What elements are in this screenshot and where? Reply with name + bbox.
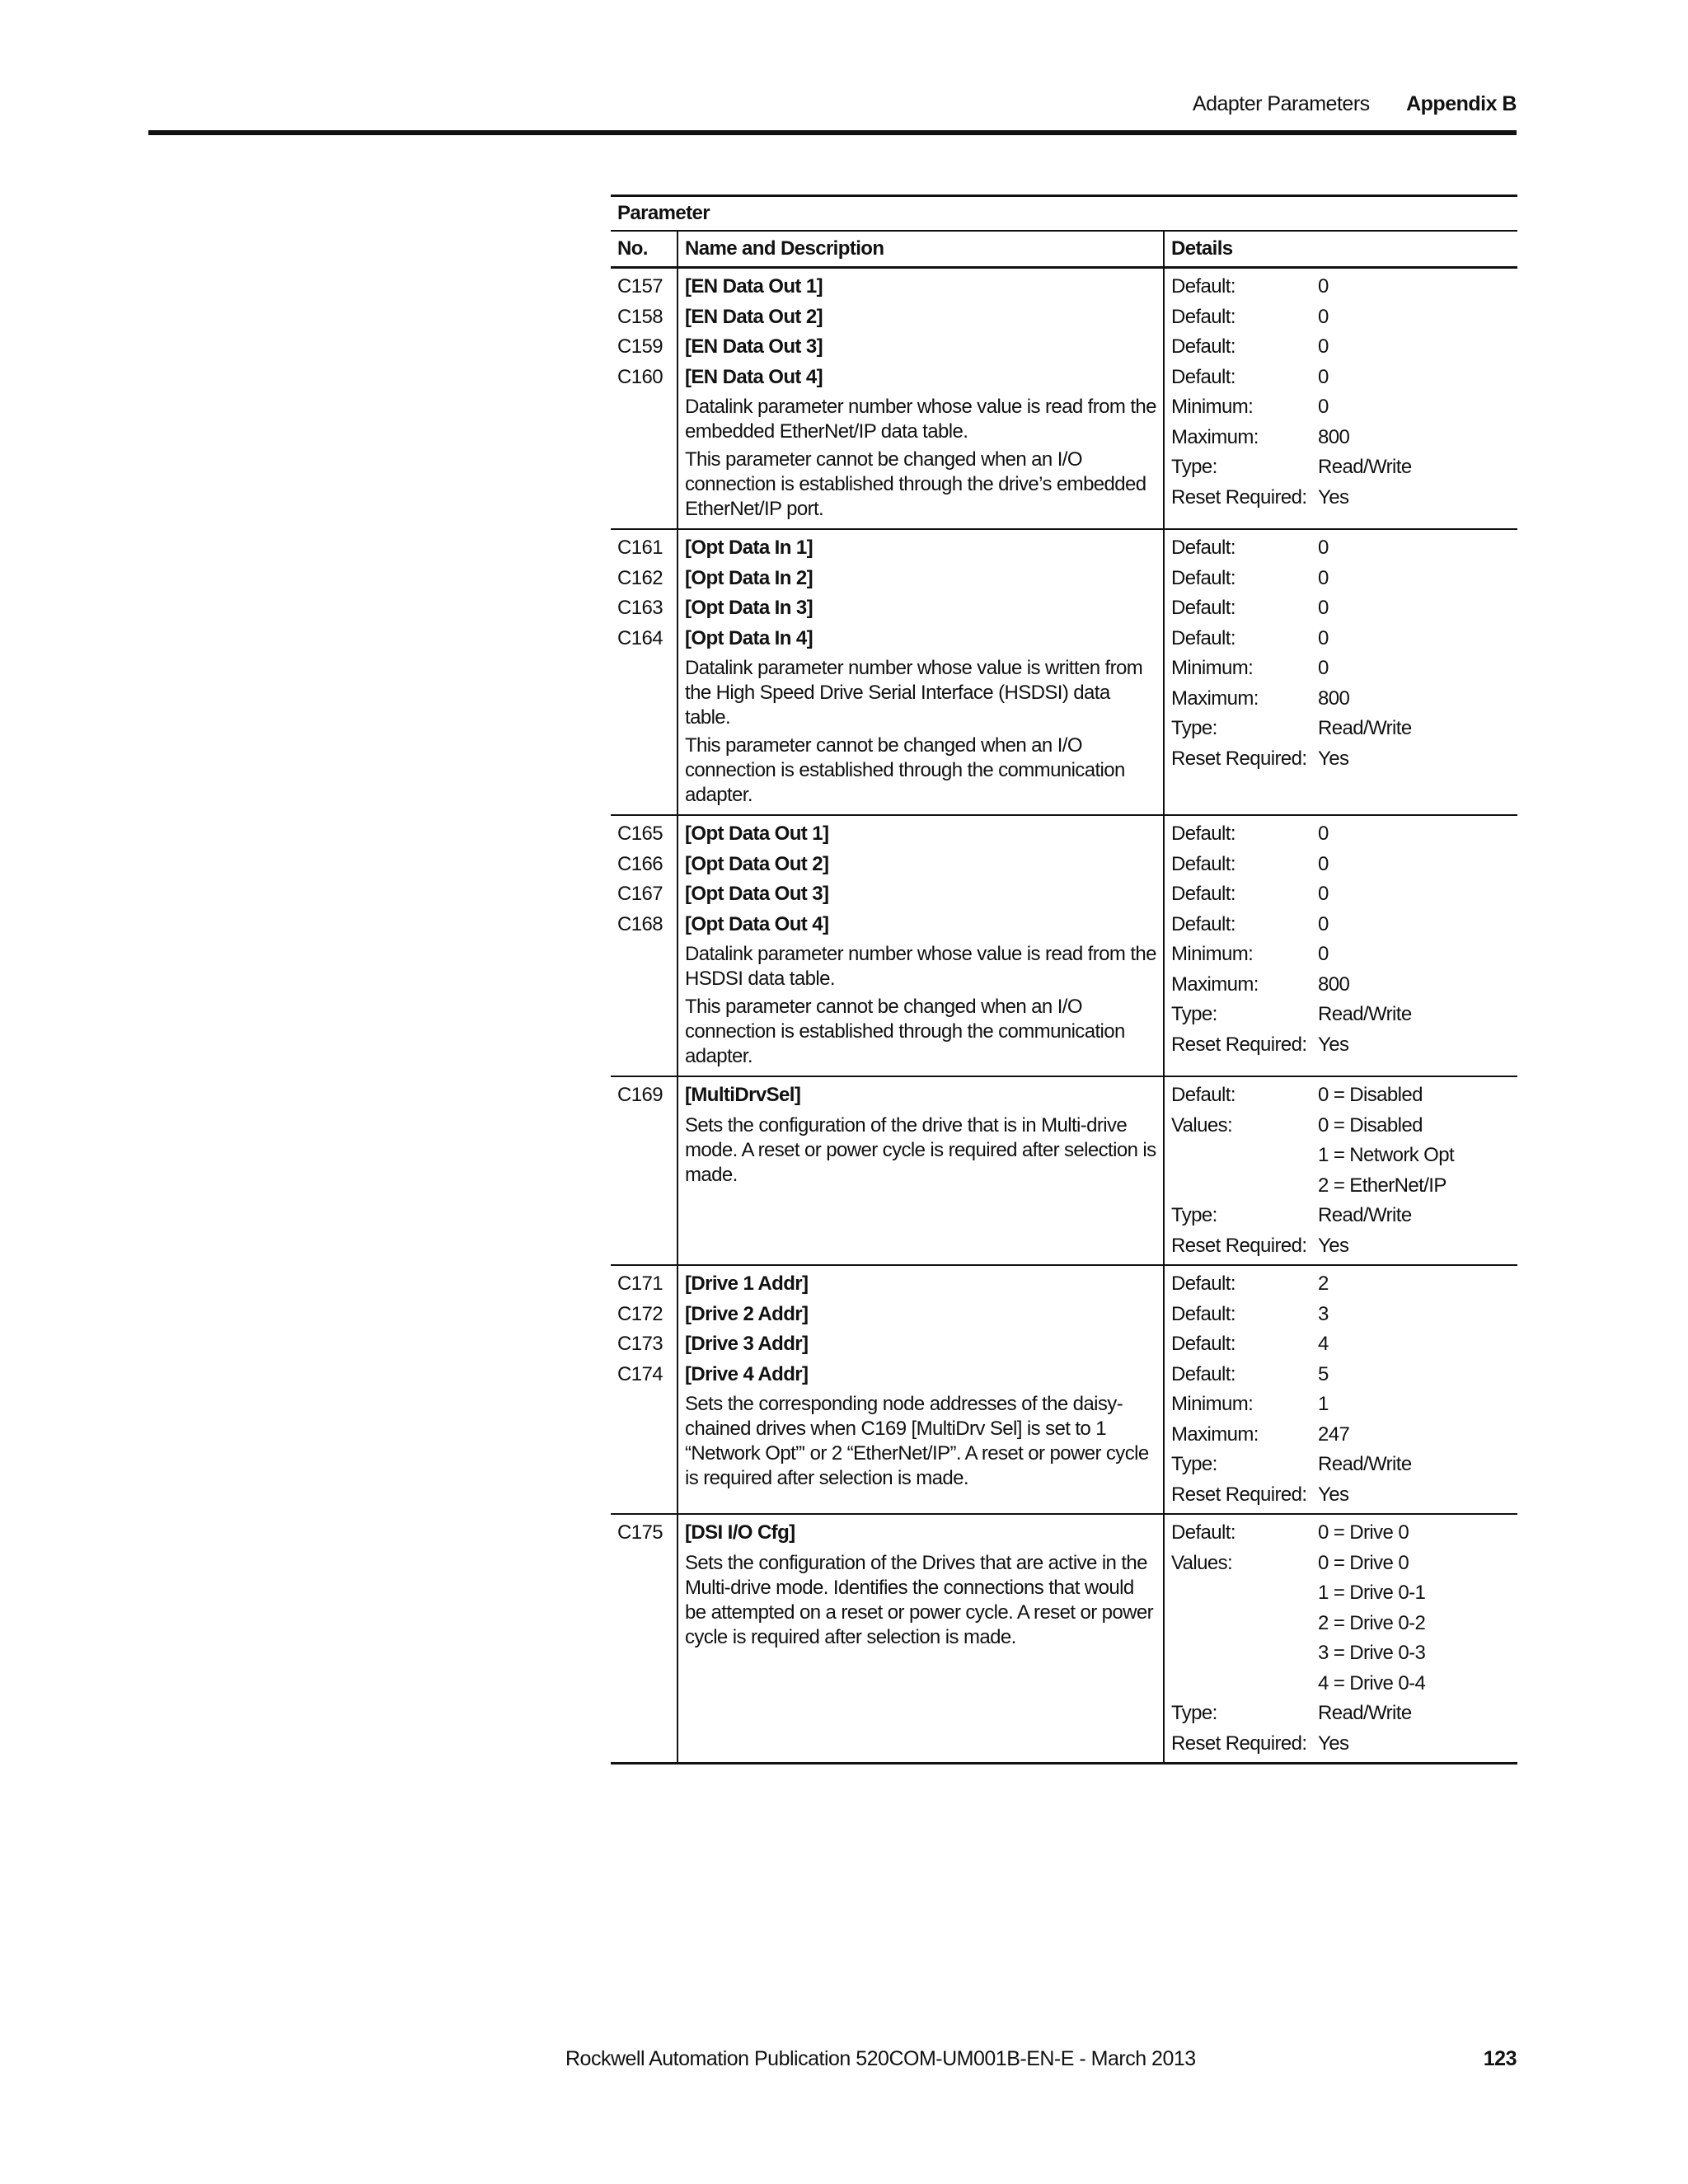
detail-label: Default: xyxy=(1171,1084,1236,1106)
detail-row xyxy=(1171,970,1517,1001)
detail-row xyxy=(1171,819,1517,850)
detail-label: Values: xyxy=(1171,1113,1233,1137)
detail-value: 2 xyxy=(1318,1272,1329,1295)
detail-value: 0 xyxy=(1318,537,1329,559)
detail-value: 0 xyxy=(1318,943,1329,965)
detail-label: Default: xyxy=(1171,537,1236,559)
detail-value: 4 = Drive 0-4 xyxy=(1318,1671,1426,1694)
detail-value: 0 xyxy=(1318,396,1329,418)
page-header xyxy=(1193,92,1517,116)
param-name: [Drive 3 Addr] xyxy=(685,1333,809,1355)
detail-value: Yes xyxy=(1318,747,1349,770)
param-name: [DSI I/O Cfg] xyxy=(685,1521,795,1544)
detail-row xyxy=(1171,1609,1517,1639)
detail-label: Default: xyxy=(1171,597,1236,619)
param-number: C163 xyxy=(617,597,663,619)
param-name: [EN Data Out 3] xyxy=(685,335,823,358)
detail-row xyxy=(1171,940,1517,970)
detail-label: Default: xyxy=(1171,566,1236,589)
param-no-cell xyxy=(611,269,678,528)
param-description: This parameter cannot be changed when an I/O connection is established through the communication adapter. xyxy=(685,734,1125,806)
param-number: C174 xyxy=(617,1362,663,1385)
param-number: C164 xyxy=(617,626,663,649)
detail-value: Yes xyxy=(1318,1732,1349,1755)
param-description: Sets the configuration of the Drives that are active in the Multi-drive mode. Identifies the connections that would be attempted on a reset or power cycle. A reset or power cycle is required after selection is made. xyxy=(685,1551,1154,1648)
param-name: [EN Data Out 2] xyxy=(685,305,823,328)
table-row xyxy=(611,269,1517,530)
param-description: This parameter cannot be changed when an I/O connection is established through the communication adapter. xyxy=(685,996,1125,1067)
detail-label: Default: xyxy=(1171,823,1236,845)
detail-label: Maximum: xyxy=(1171,972,1259,996)
param-number: C167 xyxy=(617,883,663,905)
detail-row xyxy=(1171,910,1517,940)
detail-value: 5 xyxy=(1318,1362,1329,1385)
table-row xyxy=(611,1266,1517,1515)
detail-label: Default: xyxy=(1171,912,1236,935)
detail-row xyxy=(1171,1360,1517,1390)
column-header-name: Name and Description xyxy=(678,232,1165,266)
detail-value: 2 = Drive 0-2 xyxy=(1318,1611,1426,1634)
detail-value: 4 xyxy=(1318,1333,1329,1355)
param-name: [Opt Data In 3] xyxy=(685,597,814,619)
detail-label: Type: xyxy=(1171,717,1217,739)
header-section-title: Adapter Parameters xyxy=(1192,92,1370,115)
detail-row xyxy=(1171,1638,1517,1669)
detail-row xyxy=(1171,624,1517,654)
detail-row xyxy=(1171,714,1517,744)
detail-label xyxy=(1171,1141,1318,1171)
table-row xyxy=(611,1515,1517,1765)
param-description: This parameter cannot be changed when an I/O connection is established through the drive’s embedded EtherNet/IP port. xyxy=(685,448,1146,520)
param-name: [Opt Data Out 1] xyxy=(685,823,829,845)
detail-row xyxy=(1171,302,1517,333)
detail-row xyxy=(1171,564,1517,594)
detail-label: Default: xyxy=(1171,1272,1236,1295)
detail-label: Type: xyxy=(1171,456,1217,478)
detail-label: Type: xyxy=(1171,1003,1217,1025)
detail-value: 247 xyxy=(1318,1422,1350,1446)
detail-row xyxy=(1171,654,1517,684)
detail-row xyxy=(1171,1420,1517,1451)
param-number: C166 xyxy=(617,852,663,875)
detail-label: Reset Required: xyxy=(1171,1234,1307,1257)
param-number: C171 xyxy=(617,1272,663,1295)
param-name: [Opt Data In 4] xyxy=(685,626,814,649)
detail-row xyxy=(1171,1141,1517,1171)
detail-row xyxy=(1171,1000,1517,1030)
detail-value: Read/Write xyxy=(1318,1003,1412,1025)
detail-row xyxy=(1171,744,1517,775)
detail-label: Default: xyxy=(1171,1333,1236,1355)
detail-label: Type: xyxy=(1171,1702,1217,1724)
detail-value: Yes xyxy=(1318,1483,1349,1506)
detail-row xyxy=(1171,1329,1517,1360)
param-number: C157 xyxy=(617,275,663,298)
table-row xyxy=(611,1077,1517,1266)
detail-row xyxy=(1171,332,1517,363)
detail-row xyxy=(1171,1390,1517,1420)
detail-value: 0 xyxy=(1318,365,1329,388)
param-name-description-cell xyxy=(678,1515,1165,1762)
detail-label: Reset Required: xyxy=(1171,1732,1307,1755)
detail-value: 0 = Disabled xyxy=(1318,1084,1423,1106)
detail-row xyxy=(1171,1480,1517,1511)
detail-value: 2 = EtherNet/IP xyxy=(1318,1174,1447,1197)
detail-label: Maximum: xyxy=(1171,687,1259,710)
detail-row xyxy=(1171,1450,1517,1480)
param-no-cell xyxy=(611,530,678,814)
detail-label: Default: xyxy=(1171,626,1236,649)
detail-row xyxy=(1171,684,1517,715)
param-name: [EN Data Out 4] xyxy=(685,365,823,388)
param-name-description-cell xyxy=(678,1077,1165,1264)
detail-label: Type: xyxy=(1171,1453,1217,1475)
detail-value: 0 xyxy=(1318,566,1329,589)
detail-label: Default: xyxy=(1171,1362,1236,1385)
param-name: [Opt Data Out 2] xyxy=(685,852,829,875)
detail-label: Maximum: xyxy=(1171,1422,1259,1446)
detail-label xyxy=(1171,1669,1318,1699)
detail-label: Minimum: xyxy=(1171,657,1254,679)
param-details-cell xyxy=(1165,1077,1517,1264)
detail-label: Values: xyxy=(1171,1551,1233,1574)
param-number: C169 xyxy=(617,1084,663,1106)
param-details-cell xyxy=(1165,530,1517,814)
detail-row xyxy=(1171,272,1517,302)
detail-value: 0 xyxy=(1318,912,1329,935)
param-number: C172 xyxy=(617,1302,663,1325)
detail-row xyxy=(1171,850,1517,880)
param-number: C162 xyxy=(617,566,663,589)
detail-label: Default: xyxy=(1171,852,1236,875)
param-number: C168 xyxy=(617,912,663,935)
column-header-no: No. xyxy=(611,232,678,266)
detail-label: Reset Required: xyxy=(1171,1033,1307,1056)
detail-label: Default: xyxy=(1171,335,1236,358)
table-caption: Parameter xyxy=(611,197,1517,232)
param-name: [Opt Data In 1] xyxy=(685,537,814,559)
detail-label xyxy=(1171,1171,1318,1202)
detail-label: Minimum: xyxy=(1171,396,1254,418)
param-description: Datalink parameter number whose value is read from the HSDSI data table. xyxy=(685,943,1156,990)
param-description: Sets the configuration of the drive that is in Multi-drive mode. A reset or power cycle is required after selection is made. xyxy=(685,1113,1156,1186)
detail-value: 0 xyxy=(1318,626,1329,649)
detail-row xyxy=(1171,1699,1517,1729)
detail-value: 800 xyxy=(1318,425,1350,448)
detail-row xyxy=(1171,1201,1517,1231)
detail-label: Default: xyxy=(1171,883,1236,905)
detail-label: Maximum: xyxy=(1171,425,1259,448)
detail-row xyxy=(1171,1729,1517,1760)
detail-value: 1 = Network Opt xyxy=(1318,1144,1455,1166)
detail-label: Default: xyxy=(1171,365,1236,388)
detail-label: Default: xyxy=(1171,1521,1236,1544)
detail-row xyxy=(1171,1171,1517,1202)
param-name: [Drive 1 Addr] xyxy=(685,1272,809,1295)
param-name-description-cell xyxy=(678,530,1165,814)
detail-row xyxy=(1171,452,1517,483)
detail-row xyxy=(1171,1231,1517,1262)
param-name: [MultiDrvSel] xyxy=(685,1084,801,1106)
detail-value: 3 xyxy=(1318,1302,1329,1325)
detail-label: Minimum: xyxy=(1171,1393,1254,1415)
detail-label: Reset Required: xyxy=(1171,485,1307,509)
detail-label: Type: xyxy=(1171,1204,1217,1226)
footer-publication: Rockwell Automation Publication 520COM-UM001B-EN-E - March 2013 xyxy=(565,2047,1196,2070)
param-name: [Drive 4 Addr] xyxy=(685,1362,809,1385)
param-number: C161 xyxy=(617,537,663,559)
detail-value: 0 = Disabled xyxy=(1318,1113,1423,1137)
param-name: [Drive 2 Addr] xyxy=(685,1302,809,1325)
column-header-details: Details xyxy=(1171,237,1233,260)
detail-value: 0 xyxy=(1318,883,1329,905)
page-number: 123 xyxy=(1483,2047,1517,2070)
detail-row xyxy=(1171,483,1517,513)
table-row xyxy=(611,816,1517,1077)
detail-row xyxy=(1171,879,1517,910)
table-row xyxy=(611,530,1517,816)
detail-row xyxy=(1171,1549,1517,1579)
detail-row xyxy=(1171,533,1517,564)
param-no-cell xyxy=(611,1077,678,1264)
param-name-description-cell xyxy=(678,1266,1165,1513)
detail-row xyxy=(1171,1111,1517,1141)
param-details-cell xyxy=(1165,1266,1517,1513)
detail-value: Read/Write xyxy=(1318,456,1412,478)
param-no-cell xyxy=(611,1515,678,1762)
detail-label xyxy=(1171,1578,1318,1609)
param-no-cell xyxy=(611,816,678,1076)
detail-value: 0 xyxy=(1318,275,1329,298)
detail-row xyxy=(1171,423,1517,453)
param-details-cell xyxy=(1165,269,1517,528)
detail-row xyxy=(1171,1578,1517,1609)
detail-label xyxy=(1171,1609,1318,1639)
param-name: [Opt Data Out 4] xyxy=(685,912,829,935)
param-description: Datalink parameter number whose value is written from the High Speed Drive Serial Interface (HSDSI) data table. xyxy=(685,657,1143,729)
detail-value: 0 xyxy=(1318,305,1329,328)
detail-row xyxy=(1171,1669,1517,1699)
parameter-groups xyxy=(611,269,1517,1765)
detail-row xyxy=(1171,1269,1517,1300)
detail-label: Reset Required: xyxy=(1171,1483,1307,1506)
detail-value: Yes xyxy=(1318,485,1349,509)
param-number: C173 xyxy=(617,1333,663,1355)
detail-row xyxy=(1171,1518,1517,1549)
header-rule xyxy=(148,130,1517,135)
param-name-description-cell xyxy=(678,816,1165,1076)
param-description: Sets the corresponding node addresses of the daisy-chained drives when C169 [MultiDrv Sel] is set to 1 “Network Opt”' or 2 “EtherNet/IP”. A reset or power cycle is required after selection is made. xyxy=(685,1393,1149,1489)
param-name: [Opt Data In 2] xyxy=(685,566,814,589)
detail-value: Read/Write xyxy=(1318,1702,1412,1724)
detail-row xyxy=(1171,392,1517,423)
detail-value: Read/Write xyxy=(1318,1204,1412,1226)
detail-label xyxy=(1171,1638,1318,1669)
param-number: C159 xyxy=(617,335,663,358)
param-details-cell xyxy=(1165,816,1517,1076)
detail-value: 0 xyxy=(1318,335,1329,358)
detail-value: 1 = Drive 0-1 xyxy=(1318,1582,1426,1604)
detail-value: Read/Write xyxy=(1318,1453,1412,1475)
detail-label: Default: xyxy=(1171,275,1236,298)
detail-value: Yes xyxy=(1318,1033,1349,1056)
detail-value: 3 = Drive 0-3 xyxy=(1318,1642,1426,1664)
detail-value: Yes xyxy=(1318,1234,1349,1257)
param-details-cell xyxy=(1165,1515,1517,1762)
param-description: Datalink parameter number whose value is read from the embedded EtherNet/IP data table. xyxy=(685,396,1156,443)
detail-label: Reset Required: xyxy=(1171,747,1307,770)
detail-value: 0 xyxy=(1318,597,1329,619)
detail-row xyxy=(1171,1300,1517,1330)
detail-label: Default: xyxy=(1171,305,1236,328)
param-name: [EN Data Out 1] xyxy=(685,275,823,298)
param-name: [Opt Data Out 3] xyxy=(685,883,829,905)
detail-value: 0 xyxy=(1318,852,1329,875)
table-header-row xyxy=(611,232,1517,269)
detail-value: 0 xyxy=(1318,657,1329,679)
detail-value: Read/Write xyxy=(1318,717,1412,739)
detail-row xyxy=(1171,363,1517,393)
param-number: C158 xyxy=(617,305,663,328)
detail-value: 0 = Drive 0 xyxy=(1318,1521,1409,1544)
param-name-description-cell xyxy=(678,269,1165,528)
parameter-table xyxy=(611,194,1517,1765)
detail-value: 800 xyxy=(1318,972,1350,996)
detail-value: 800 xyxy=(1318,687,1350,710)
header-appendix-label: Appendix B xyxy=(1406,92,1517,115)
detail-label: Default: xyxy=(1171,1302,1236,1325)
param-number: C160 xyxy=(617,365,663,388)
detail-row xyxy=(1171,593,1517,624)
detail-value: 0 = Drive 0 xyxy=(1318,1551,1409,1574)
detail-value: 1 xyxy=(1318,1393,1329,1415)
param-number: C165 xyxy=(617,823,663,845)
detail-value: 0 xyxy=(1318,823,1329,845)
detail-row xyxy=(1171,1030,1517,1061)
param-no-cell xyxy=(611,1266,678,1513)
param-number: C175 xyxy=(617,1521,663,1544)
detail-label: Minimum: xyxy=(1171,943,1254,965)
detail-row xyxy=(1171,1080,1517,1111)
